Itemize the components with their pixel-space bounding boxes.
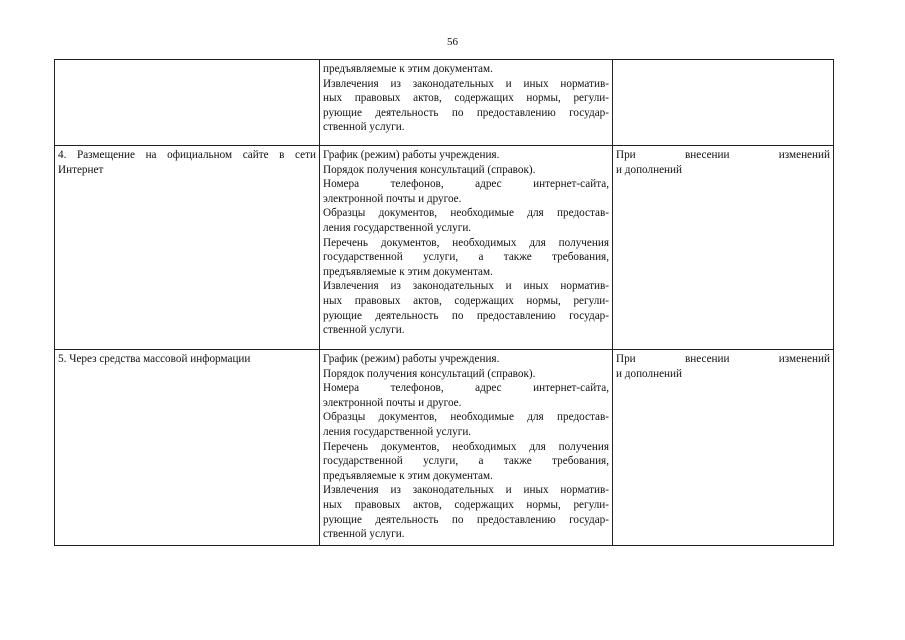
- table-row: [55, 350, 834, 546]
- method-line: 5. Через средства массовой информации: [58, 353, 251, 365]
- table-row: [55, 60, 834, 146]
- frequency-cell: [613, 350, 834, 546]
- content-line: Номера телефонов, адрес интернет-сайта,: [323, 382, 609, 395]
- content-line: ственной услуги.: [323, 324, 405, 337]
- info-table: [54, 59, 834, 546]
- content-line: Образцы документов, необходимые для предостав-: [323, 411, 609, 424]
- content-line: рующие деятельность по предоставлению государ-: [323, 106, 609, 119]
- content-line: предъявляемые к этим документам.: [323, 265, 493, 278]
- content-line: рующие деятельность по предоставлению государ-: [323, 309, 609, 322]
- content-line: Извлечения из законодательных и иных норматив-: [323, 280, 609, 293]
- content-line: Перечень документов, необходимых для получения: [323, 440, 609, 453]
- method-line: Интернет: [58, 163, 104, 176]
- content-line: электронной почты и другое.: [323, 192, 462, 205]
- content-line: Образцы документов, необходимые для предостав-: [323, 207, 609, 220]
- content-line: рующие деятельность по предоставлению государ-: [323, 513, 609, 526]
- content-line: предъявляемые к этим документам.: [323, 469, 493, 482]
- content-line: Перечень документов, необходимых для получения: [323, 236, 609, 249]
- content-line: ных правовых актов, содержащих нормы, регули-: [323, 92, 609, 105]
- content-line: Порядок получения консультаций (справок).: [323, 367, 536, 380]
- page-number: 56: [447, 36, 458, 48]
- content-line: ных правовых актов, содержащих нормы, регули-: [323, 294, 609, 307]
- content-line: предъявляемые к этим документам.: [323, 63, 493, 75]
- frequency-line: и дополнений: [616, 163, 682, 176]
- method-cell: [55, 350, 320, 546]
- content-line: Извлечения из законодательных и иных норматив-: [323, 484, 609, 497]
- content-line: ственной услуги.: [323, 121, 405, 134]
- frequency-cell: [613, 60, 834, 146]
- content-line: Порядок получения консультаций (справок).: [323, 163, 536, 176]
- method-cell: [55, 60, 320, 146]
- content-line: ственной услуги.: [323, 528, 405, 541]
- content-line: Извлечения из законодательных и иных норматив-: [323, 77, 609, 90]
- content-line: ления государственной услуги.: [323, 425, 472, 438]
- content-line: государственной услуги, а также требования,: [323, 455, 609, 468]
- content-line: государственной услуги, а также требования,: [323, 251, 609, 264]
- table-row: [55, 146, 834, 350]
- frequency-line: и дополнений: [616, 367, 682, 380]
- method-cell: [55, 146, 320, 350]
- content-cell: [320, 60, 613, 146]
- frequency-cell: [613, 146, 834, 350]
- content-line: ления государственной услуги.: [323, 221, 472, 234]
- content-line: ных правовых актов, содержащих нормы, регули-: [323, 498, 609, 511]
- content-line: электронной почты и другое.: [323, 396, 462, 409]
- frequency-line: При внесении изменений: [616, 353, 830, 365]
- content-cell: [320, 350, 613, 546]
- content-line: График (режим) работы учреждения.: [323, 353, 500, 365]
- content-line: Номера телефонов, адрес интернет-сайта,: [323, 178, 609, 191]
- method-line: 4. Размещение на официальном сайте в сети: [58, 149, 316, 161]
- frequency-line: При внесении изменений: [616, 149, 830, 161]
- content-cell: [320, 146, 613, 350]
- content-line: График (режим) работы учреждения.: [323, 149, 500, 161]
